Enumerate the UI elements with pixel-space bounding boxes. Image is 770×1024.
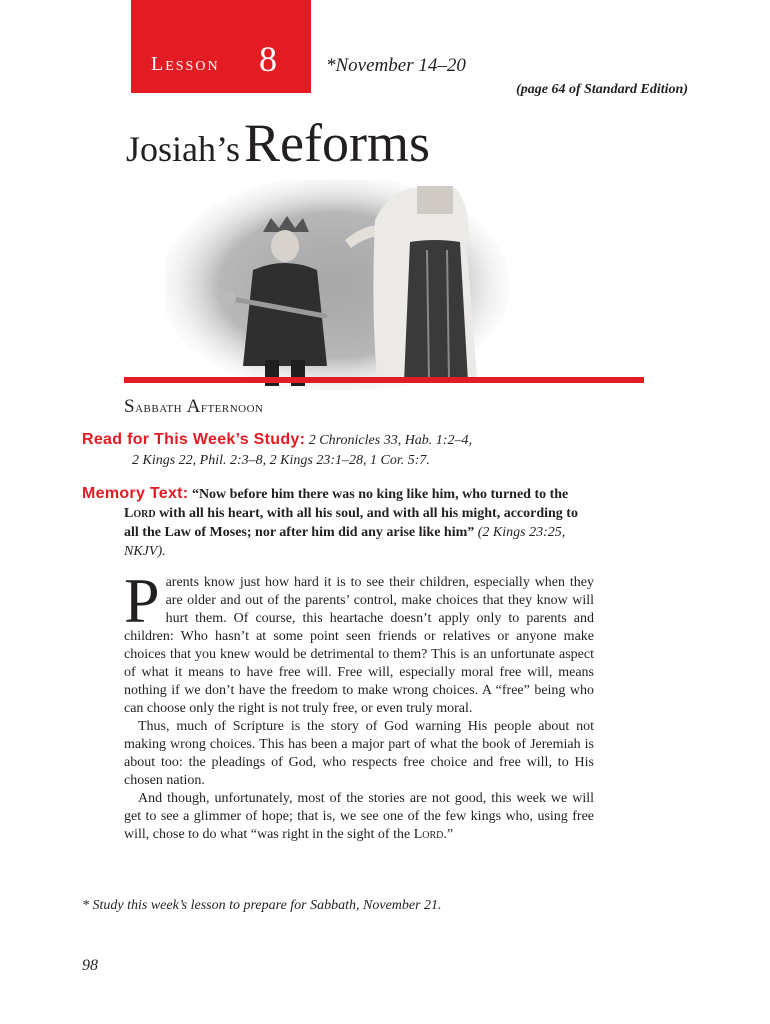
read-label: Read for This Week’s Study: — [82, 431, 306, 448]
paragraph-2: Thus, much of Scripture is the story of God warning His people about not making wrong choices. This has been a major part of what the book of Jeremiah is about too: the pleadings of God, who respects free choice and free will, to His chosen nation. — [124, 719, 594, 788]
memory-reference: (2 Kings 23:25, NKJV). — [124, 525, 566, 559]
memory-text-part-2: with all his heart, with all his soul, and with all his might, according to all the Law of Moses; nor after him did any arise like him” — [124, 506, 578, 540]
paragraph-3 — [124, 790, 594, 844]
lesson-label: Lesson — [151, 53, 220, 75]
edition-note: (page 64 of Standard Edition) — [516, 82, 688, 97]
lesson-number: 8 — [259, 39, 277, 79]
body-text — [124, 565, 594, 844]
memory-text — [82, 484, 594, 561]
drop-cap: P — [124, 565, 160, 636]
title-part-1: Josiah’s — [126, 129, 241, 169]
read-refs-line-1: 2 Chronicles 33, Hab. 1:2–4, — [308, 433, 472, 448]
lesson-date: *November 14–20 — [326, 55, 466, 76]
memory-lord: Lord — [124, 506, 156, 521]
page-number: 98 — [82, 957, 98, 974]
paragraph-3-text-a: And though, unfortunately, most of the stories are not good, this week we will get to see a glimmer of hope; that is, we see one of the few kings who, using free will, chose to do what “was right in the sight of the — [124, 791, 594, 842]
paragraph-1 — [124, 565, 594, 718]
page-title — [126, 112, 430, 174]
paragraph-1-text: arents know just how hard it is to see their children, especially when they are older and out of the parents’ control, make choices that they know will hurt them. Of course, this heartache doesn’t apply only to parents and children: Who hasn’t at some point seen friends or relatives or anyone make choices that you knew would be detrimental to them? This is an unfortunate aspect of what it means to have free will. Free will, especially moral free will, means nothing if we don’t have the freedom to make wrong choices. A “free” being who can choose only the right is not truly free, or even truly moral. — [124, 575, 594, 716]
heading-word-1: abbath — [135, 399, 183, 416]
paragraph-3-text-b: .” — [443, 827, 454, 842]
lesson-badge — [131, 0, 311, 93]
footnote: * Study this week’s lesson to prepare for Sabbath, November 21. — [82, 898, 442, 913]
memory-text-part-1: “Now before him there was no king like him, who turned to the — [191, 487, 569, 502]
section-heading — [124, 396, 264, 418]
heading-word-2: fternoon — [200, 399, 264, 416]
title-part-2: Reforms — [244, 113, 430, 173]
reading-assignment — [82, 430, 602, 471]
section-divider — [124, 377, 644, 383]
read-refs-line-2: 2 Kings 22, Phil. 2:3–8, 2 Kings 23:1–28, 1 Cor. 5:7. — [132, 453, 430, 468]
memory-label: Memory Text: — [82, 485, 189, 502]
heading-initial-2: A — [186, 396, 201, 417]
heading-initial-1: S — [124, 396, 136, 417]
boy-king-with-scepter-and-priest-icon — [165, 180, 510, 390]
paragraph-3-lord: Lord — [413, 827, 444, 842]
